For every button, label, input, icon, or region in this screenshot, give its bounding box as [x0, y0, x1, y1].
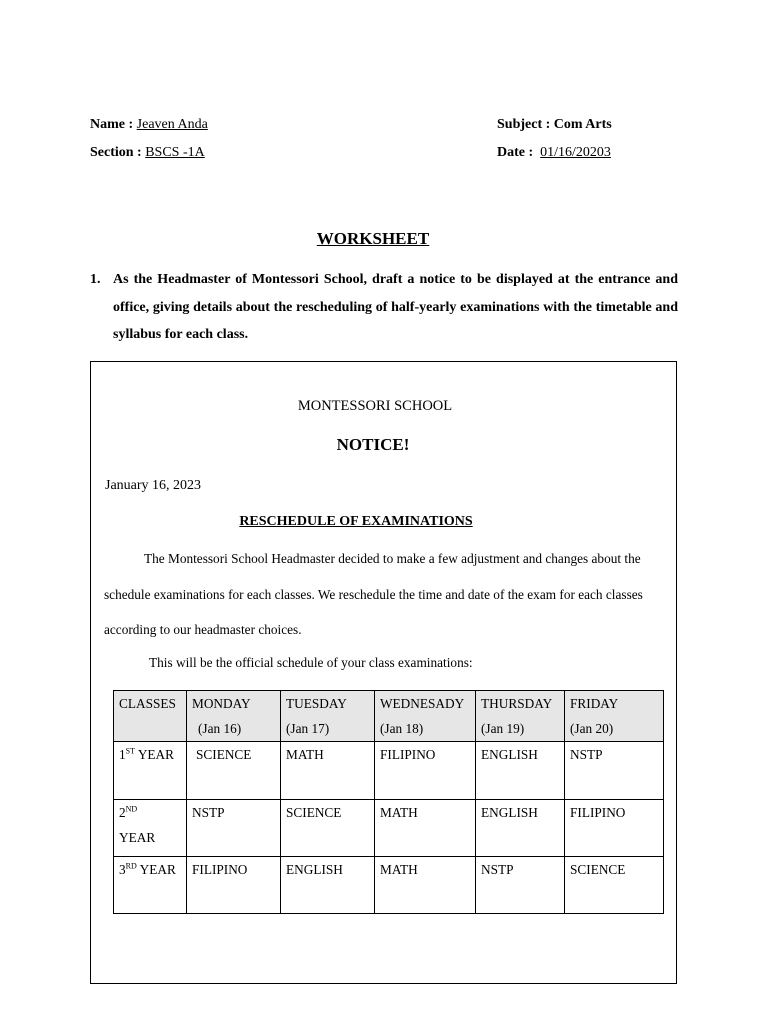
question-number: 1.: [90, 272, 101, 287]
notice-body: [104, 541, 664, 648]
table-cell: SCIENCE: [565, 857, 664, 914]
header-cell: THURSDAY (Jan 19): [476, 691, 565, 742]
section-value: BSCS -1A: [145, 145, 205, 160]
table-cell: FILIPINO: [375, 742, 476, 800]
table-header-row: [114, 691, 664, 742]
page-title: WORKSHEET: [316, 229, 430, 248]
table-cell: FILIPINO: [187, 857, 281, 914]
name-value: Jeaven Anda: [136, 117, 208, 132]
table-row: [114, 800, 664, 857]
table-cell: MATH: [375, 857, 476, 914]
table-cell: SCIENCE: [187, 742, 281, 800]
table-cell: FILIPINO: [565, 800, 664, 857]
table-cell: ENGLISH: [281, 857, 375, 914]
date-field: [497, 145, 611, 161]
table-cell: NSTP: [565, 742, 664, 800]
date-label: Date :: [497, 145, 534, 160]
table-cell: NSTP: [476, 857, 565, 914]
subject-field: [497, 117, 612, 133]
section-field: [90, 145, 205, 161]
header-cell: CLASSES: [114, 691, 187, 742]
schedule-table: [113, 690, 664, 914]
table-cell: MATH: [375, 800, 476, 857]
header-cell: TUESDAY (Jan 17): [281, 691, 375, 742]
table-row: [114, 742, 664, 800]
class-cell: 3RD YEAR: [114, 857, 187, 914]
school-name: MONTESSORI SCHOOL: [297, 398, 453, 414]
header-cell: FRIDAY (Jan 20): [565, 691, 664, 742]
header-cell: MONDAY (Jan 16): [187, 691, 281, 742]
question-text: As the Headmaster of Montessori School, draft a notice to be displayed at the entrance and office, giving details about the rescheduling of half-yearly examinations with the timetable and syllabus for each class.: [113, 272, 678, 342]
question: [90, 266, 678, 349]
notice-subject: RESCHEDULE OF EXAMINATIONS: [239, 514, 473, 529]
notice-schedule-intro: This will be the official schedule of your class examinations:: [149, 655, 473, 670]
header-cell: WEDNESADY (Jan 18): [375, 691, 476, 742]
date-value: 01/16/20203: [540, 145, 611, 160]
table-cell: ENGLISH: [476, 742, 565, 800]
notice-heading: NOTICE!: [336, 435, 410, 454]
notice-date: January 16, 2023: [105, 478, 202, 493]
table-row: [114, 857, 664, 914]
section-label: Section :: [90, 145, 142, 160]
class-cell: 2ND YEAR: [114, 800, 187, 857]
subject-label: Subject :: [497, 117, 551, 132]
subject-value: Com Arts: [553, 117, 612, 132]
name-label: Name :: [90, 117, 134, 132]
class-cell: 1ST YEAR: [114, 742, 187, 800]
table-cell: NSTP: [187, 800, 281, 857]
table-cell: MATH: [281, 742, 375, 800]
name-field: [90, 117, 208, 133]
table-cell: SCIENCE: [281, 800, 375, 857]
table-cell: ENGLISH: [476, 800, 565, 857]
notice-paragraph: The Montessori School Headmaster decided to make a few adjustment and changes about the schedule examinations for each classes. We reschedule the time and date of the exam for each classes according to our headmaster choices.: [104, 551, 643, 638]
